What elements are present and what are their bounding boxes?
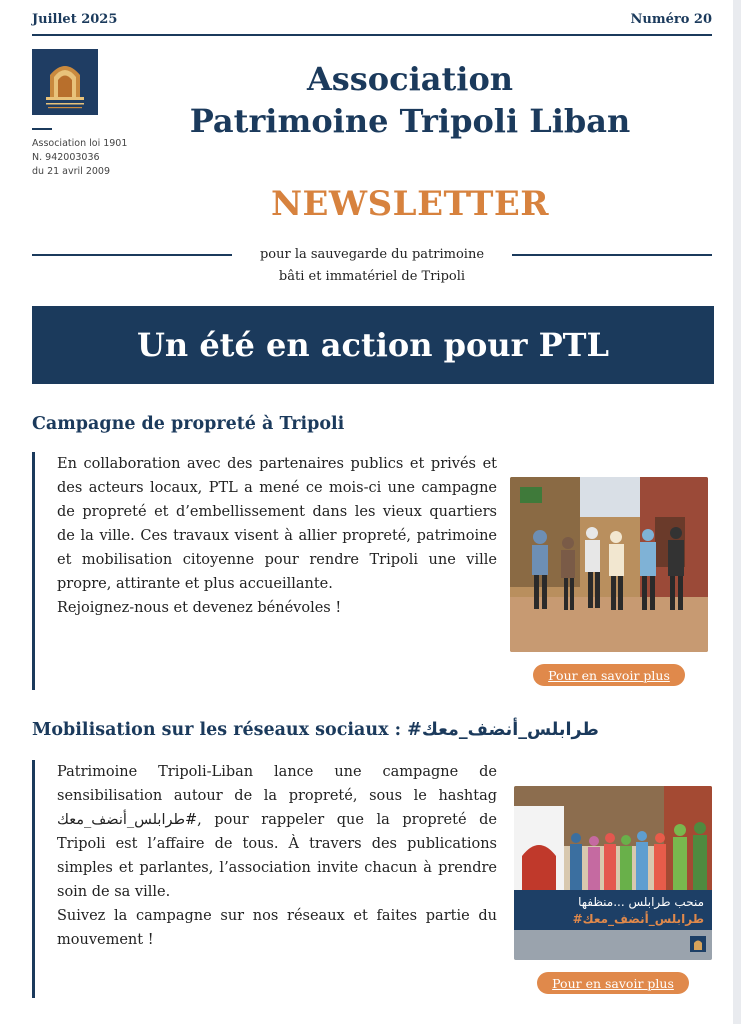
article-paragraph: Patrimoine Tripoli-Liban lance une campagne de sensibilisation autour de la propreté, sous le hashtag طرابلس_أنضف_معك#, pour rappeler que la propreté de Tripoli est l’affaire de tous. À travers des publications simples et parlantes, l’association invite chacun à prendre soin de sa ville. (57, 764, 497, 900)
read-more-button[interactable]: Pour en savoir plus (533, 664, 685, 686)
association-title-line: Patrimoine Tripoli Liban (189, 102, 631, 140)
issue-date: Juillet 2025 (32, 12, 118, 27)
photo-icon (514, 786, 712, 960)
association-title-line: Association (306, 60, 514, 98)
article-paragraph: Suivez la campagne sur nos réseaux et faites partie du mouvement ! (57, 908, 497, 948)
poster-hashtag: #طرابلس_أنضف_معك (572, 912, 704, 926)
article-body (32, 760, 497, 998)
legal-line: Association loi 1901 (32, 138, 128, 149)
legal-line: N. 942003036 (32, 152, 100, 163)
article-title-separator: : (388, 720, 408, 740)
article-body (32, 452, 497, 690)
campaign-poster-photo (514, 786, 712, 960)
header-divider (32, 34, 712, 36)
subtitle-divider-left (32, 254, 232, 256)
article-title-hashtag: #طرابلس_أنضف_معك (407, 720, 599, 740)
legal-line: du 21 avril 2009 (32, 166, 111, 177)
volunteers-group-photo (510, 477, 708, 652)
article-title-text: Mobilisation sur les réseaux sociaux (32, 720, 389, 740)
subtitle-line: bâti et immatériel de Tripoli (278, 269, 466, 284)
newsletter-label: NEWSLETTER (270, 184, 550, 224)
issue-header (32, 12, 712, 34)
association-logo (32, 49, 98, 115)
arched-doorway-logo-icon (32, 49, 98, 115)
article-title (32, 720, 599, 740)
article-paragraph: Rejoignez-nous et devenez bénévoles ! (57, 600, 342, 616)
subtitle-line: pour la sauvegarde du patrimoine (259, 247, 485, 262)
article-paragraph: En collaboration avec des partenaires publics et privés et des acteurs locaux, PTL a mené ce mois-ci une campagne de propreté et d’embellissement dans les vieux quartiers de la ville. Ces travaux visent à allier propreté, patrimoine et mobilisation citoyenne pour rendre Tripoli une ville propre, attirante et plus accueillante. (57, 456, 497, 592)
subtitle-divider-right (512, 254, 712, 256)
poster-line: منحب طرابلس ...منظفها (578, 895, 704, 909)
article-title: Campagne de propreté à Tripoli (32, 414, 345, 434)
subtitle (232, 244, 512, 288)
legal-info (32, 137, 127, 179)
banner-title: Un été en action pour PTL (137, 326, 609, 364)
logo-divider (32, 128, 52, 130)
page-edge (733, 0, 741, 1024)
issue-number: Numéro 20 (630, 12, 712, 27)
read-more-button[interactable]: Pour en savoir plus (537, 972, 689, 994)
banner (32, 306, 714, 384)
association-title (150, 58, 670, 142)
photo-icon (510, 477, 708, 652)
